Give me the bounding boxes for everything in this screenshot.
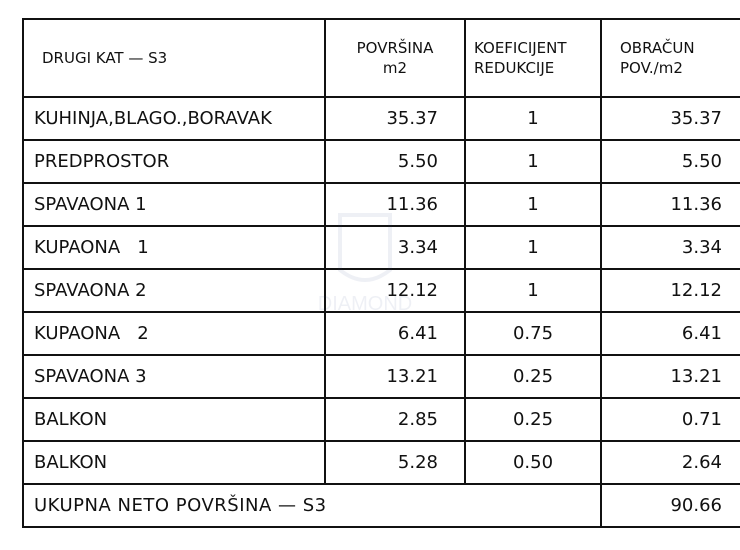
room-cell: SPAVAONA 3 bbox=[23, 355, 325, 398]
calc-cell: 35.37 bbox=[601, 97, 740, 140]
room-cell: PREDPROSTOR bbox=[23, 140, 325, 183]
table-header-row bbox=[23, 19, 740, 97]
header-coef-label-2: REDUKCIJE bbox=[474, 59, 555, 77]
header-area-unit: m2 bbox=[382, 59, 408, 77]
room-cell: KUHINJA,BLAGO.,BORAVAK bbox=[23, 97, 325, 140]
header-coef-label: KOEFICIJENT bbox=[474, 39, 567, 57]
coef-cell: 0.75 bbox=[465, 312, 601, 355]
coef-cell: 1 bbox=[465, 97, 601, 140]
room-cell: SPAVAONA 2 bbox=[23, 269, 325, 312]
area-cell: 5.28 bbox=[325, 441, 465, 484]
header-calc-label: OBRAČUN bbox=[620, 39, 695, 57]
table-row bbox=[23, 226, 740, 269]
calc-cell: 3.34 bbox=[601, 226, 740, 269]
area-cell: 35.37 bbox=[325, 97, 465, 140]
coef-cell: 1 bbox=[465, 140, 601, 183]
coef-cell: 1 bbox=[465, 183, 601, 226]
watermark-text: DIAMOND bbox=[317, 293, 413, 315]
area-cell: 13.21 bbox=[325, 355, 465, 398]
header-calc-unit: POV./m2 bbox=[620, 59, 683, 77]
calc-cell: 2.64 bbox=[601, 441, 740, 484]
area-cell: 6.41 bbox=[325, 312, 465, 355]
coef-cell: 0.50 bbox=[465, 441, 601, 484]
total-label: UKUPNA NETO POVRŠINA — S3 bbox=[23, 484, 601, 527]
calc-cell: 11.36 bbox=[601, 183, 740, 226]
table-row bbox=[23, 97, 740, 140]
area-cell: 5.50 bbox=[325, 140, 465, 183]
area-table bbox=[22, 18, 740, 528]
table-row bbox=[23, 441, 740, 484]
calc-cell: 5.50 bbox=[601, 140, 740, 183]
header-section-title: DRUGI KAT — S3 bbox=[42, 49, 168, 67]
coef-cell: 0.25 bbox=[465, 355, 601, 398]
coef-cell: 0.25 bbox=[465, 398, 601, 441]
total-value: 90.66 bbox=[601, 484, 740, 527]
header-calc-cell bbox=[601, 19, 740, 97]
calc-cell: 13.21 bbox=[601, 355, 740, 398]
header-section-cell bbox=[23, 19, 325, 97]
coef-cell: 1 bbox=[465, 226, 601, 269]
area-table-sheet bbox=[22, 18, 722, 534]
table-row bbox=[23, 312, 740, 355]
table-row bbox=[23, 355, 740, 398]
table-row bbox=[23, 183, 740, 226]
header-area-label: POVRŠINA bbox=[356, 39, 434, 57]
room-cell: KUPAONA 1 bbox=[23, 226, 325, 269]
room-cell: BALKON bbox=[23, 398, 325, 441]
calc-cell: 6.41 bbox=[601, 312, 740, 355]
table-row bbox=[23, 269, 740, 312]
room-cell: SPAVAONA 1 bbox=[23, 183, 325, 226]
total-row bbox=[23, 484, 740, 527]
table-row bbox=[23, 398, 740, 441]
calc-cell: 12.12 bbox=[601, 269, 740, 312]
table-row bbox=[23, 140, 740, 183]
area-cell: 2.85 bbox=[325, 398, 465, 441]
room-cell: KUPAONA 2 bbox=[23, 312, 325, 355]
header-coef-cell bbox=[465, 19, 601, 97]
area-cell: 11.36 bbox=[325, 183, 465, 226]
area-cell: 3.34 bbox=[325, 226, 465, 269]
room-cell: BALKON bbox=[23, 441, 325, 484]
coef-cell: 1 bbox=[465, 269, 601, 312]
calc-cell: 0.71 bbox=[601, 398, 740, 441]
header-area-cell bbox=[325, 19, 465, 97]
area-cell: 12.12 bbox=[325, 269, 465, 312]
